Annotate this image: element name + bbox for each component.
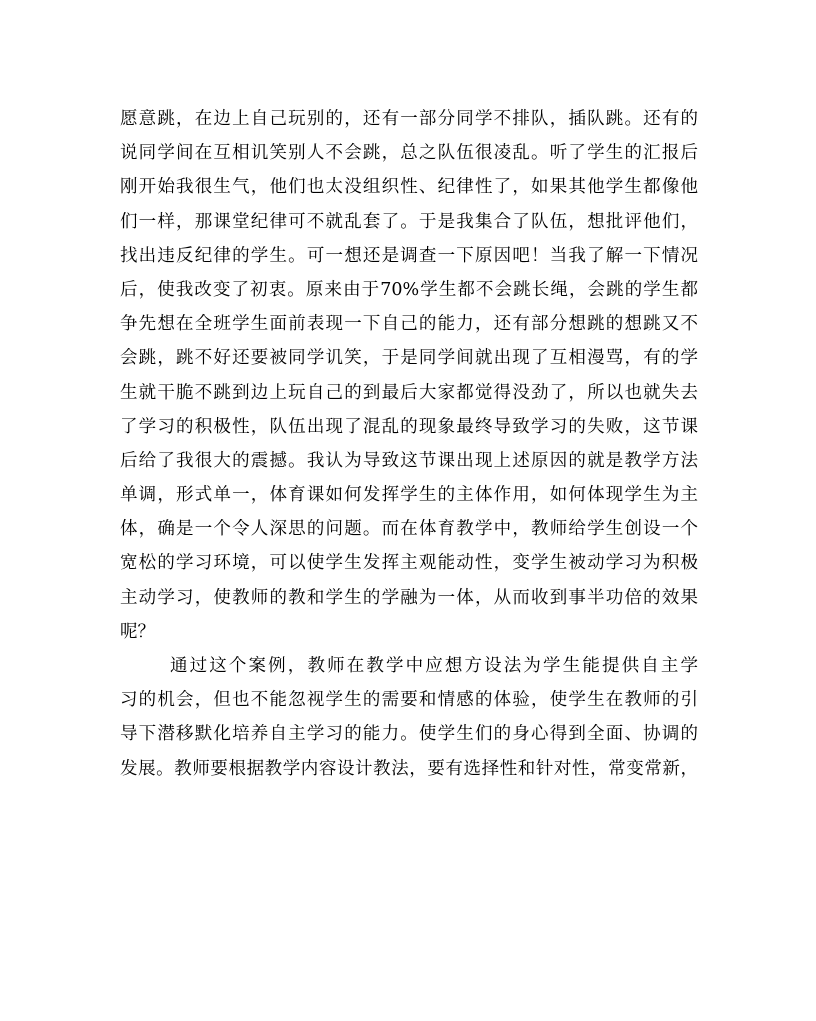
text-line: 争先想在全班学生面前表现一下自己的能力，还有部分想跳的想跳又不	[120, 314, 698, 335]
text-line: 后，使我改变了初衷。原来由于70%学生都不会跳长绳，会跳的学生都	[120, 279, 698, 300]
text-line: 刚开始我很生气，他们也太没组织性、纪律性了，如果其他学生都像他	[120, 177, 698, 198]
text-line: 主动学习，使教师的教和学生的学融为一体，从而收到事半功倍的效果	[120, 587, 698, 608]
text-line: 会跳，跳不好还要被同学讥笑，于是同学间就出现了互相漫骂，有的学	[120, 348, 698, 369]
document-body	[120, 102, 698, 786]
text-line: 找出违反纪律的学生。可一想还是调查一下原因吧！当我了解一下情况	[120, 245, 698, 266]
text-line: 愿意跳，在边上自己玩别的，还有一部分同学不排队，插队跳。还有的	[120, 109, 698, 129]
text-line: 后给了我很大的震撼。我认为导致这节课出现上述原因的就是教学方法	[120, 450, 698, 471]
text-line: 生就干脆不跳到边上玩自己的到最后大家都觉得没劲了，所以也就失去	[120, 382, 698, 403]
text-line: 们一样，那课堂纪律可不就乱套了。于是我集合了队伍，想批评他们，	[120, 211, 698, 232]
text-line: 说同学间在互相讥笑别人不会跳，总之队伍很凌乱。听了学生的汇报后	[120, 143, 698, 164]
paragraph-2	[120, 649, 698, 786]
text-line: 习的机会，但也不能忽视学生的需要和情感的体验，使学生在教师的引	[120, 690, 698, 711]
text-line: 通过这个案例，教师在教学中应想方设法为学生能提供自主学	[170, 656, 698, 676]
text-line: 体，确是一个令人深思的问题。而在体育教学中，教师给学生创设一个	[120, 519, 698, 540]
text-line: 呢？	[120, 621, 155, 642]
paragraph-1	[120, 102, 698, 649]
text-line: 了学习的积极性，队伍出现了混乱的现象最终导致学习的失败，这节课	[120, 416, 698, 437]
text-line: 单调，形式单一，体育课如何发挥学生的主体作用，如何体现学生为主	[120, 485, 698, 506]
text-line: 发展。教师要根据教学内容设计教法，要有选择性和针对性，常变常新，	[120, 758, 698, 779]
text-line: 导下潜移默化培养自主学习的能力。使学生们的身心得到全面、协调的	[120, 724, 698, 745]
text-line: 宽松的学习环境，可以使学生发挥主观能动性，变学生被动学习为积极	[120, 553, 698, 574]
